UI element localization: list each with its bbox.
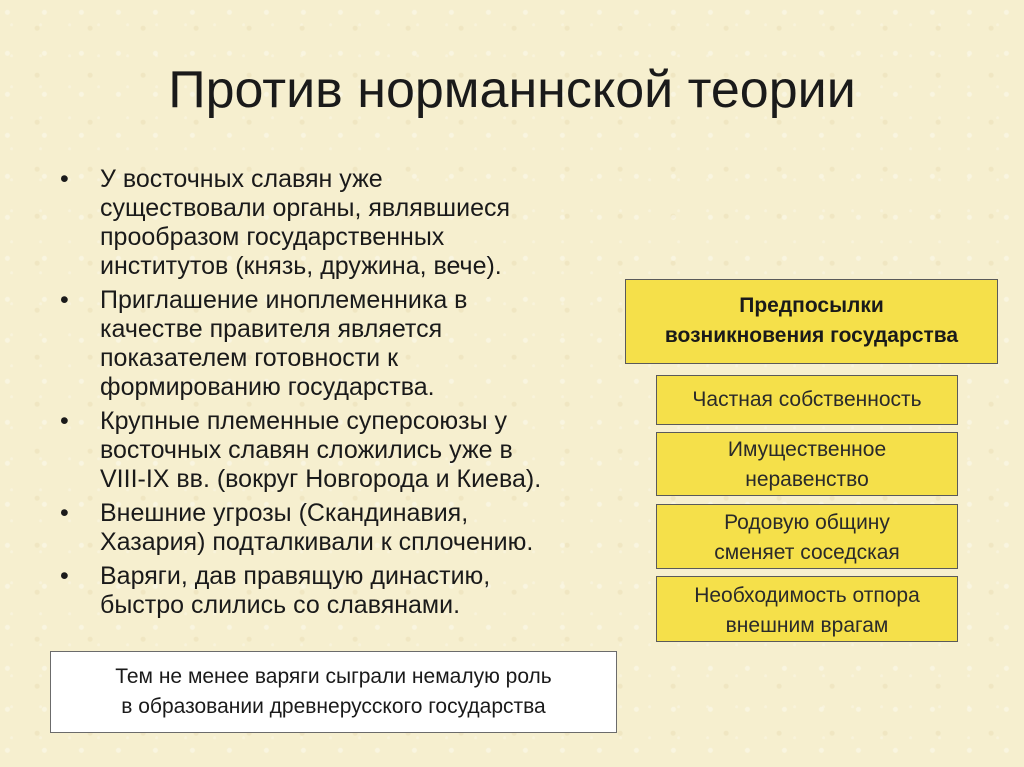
bullet-line: качестве правителя является bbox=[100, 315, 443, 343]
bullet-line: VIII-IX вв. (вокруг Новгорода и Киева). bbox=[100, 465, 542, 493]
bullet-line: формированию государства. bbox=[100, 373, 435, 401]
bullet-line: быстро слились со славянами. bbox=[100, 591, 461, 619]
bullet-marker: • bbox=[60, 286, 69, 314]
bullet-line: У восточных славян уже bbox=[100, 165, 383, 193]
prerequisites-header-line: Предпосылки bbox=[739, 294, 884, 317]
bullet-line: прообразом государственных bbox=[100, 223, 445, 251]
conclusion-note-box bbox=[50, 651, 617, 733]
prerequisite-line: неравенство bbox=[745, 468, 869, 491]
bullet-line: Крупные племенные суперсоюзы у bbox=[100, 407, 508, 435]
prerequisite-box-neighbor-community bbox=[656, 504, 958, 569]
prerequisite-box-private-property bbox=[656, 375, 958, 425]
prerequisite-box-external-defense bbox=[656, 576, 958, 642]
slide-title: Против норманнской теории bbox=[168, 61, 856, 119]
bullet-line: Приглашение иноплеменника в bbox=[100, 286, 468, 314]
bullet-line: Хазария) подталкивали к сплочению. bbox=[100, 528, 534, 556]
note-line: в образовании древнерусского государства bbox=[121, 695, 546, 718]
prerequisite-box-property-inequality bbox=[656, 432, 958, 496]
prerequisite-line: Частная собственность bbox=[692, 388, 922, 411]
prerequisite-line: Необходимость отпора bbox=[694, 584, 920, 607]
bullet-list bbox=[58, 165, 638, 625]
prerequisites-header-line: возникновения государства bbox=[664, 324, 959, 347]
bullet-line: восточных славян сложились уже в bbox=[100, 436, 513, 464]
bullet-item-1 bbox=[58, 165, 638, 281]
bullet-item-5 bbox=[58, 562, 638, 620]
bullet-item-4 bbox=[58, 499, 638, 557]
prerequisite-line: Имущественное bbox=[727, 438, 887, 461]
prerequisite-line: сменяет соседская bbox=[714, 541, 900, 564]
bullet-marker: • bbox=[60, 165, 69, 193]
bullet-marker: • bbox=[60, 499, 69, 527]
bullet-line: существовали органы, являвшиеся bbox=[100, 194, 511, 222]
note-line: Тем не менее варяги сыграли немалую роль bbox=[115, 665, 552, 688]
prerequisite-line: Родовую общину bbox=[724, 511, 890, 534]
bullet-line: показателем готовности к bbox=[100, 344, 399, 372]
prerequisites-header-box bbox=[625, 279, 998, 364]
bullet-line: Варяги, дав правящую династию, bbox=[100, 562, 491, 590]
bullet-line: институтов (князь, дружина, вече). bbox=[100, 252, 502, 280]
bullet-item-2 bbox=[58, 286, 638, 402]
bullet-marker: • bbox=[60, 407, 69, 435]
prerequisite-line: внешним врагам bbox=[725, 614, 889, 637]
bullet-marker: • bbox=[60, 562, 69, 590]
bullet-item-3 bbox=[58, 407, 638, 494]
bullet-line: Внешние угрозы (Скандинавия, bbox=[100, 499, 469, 527]
